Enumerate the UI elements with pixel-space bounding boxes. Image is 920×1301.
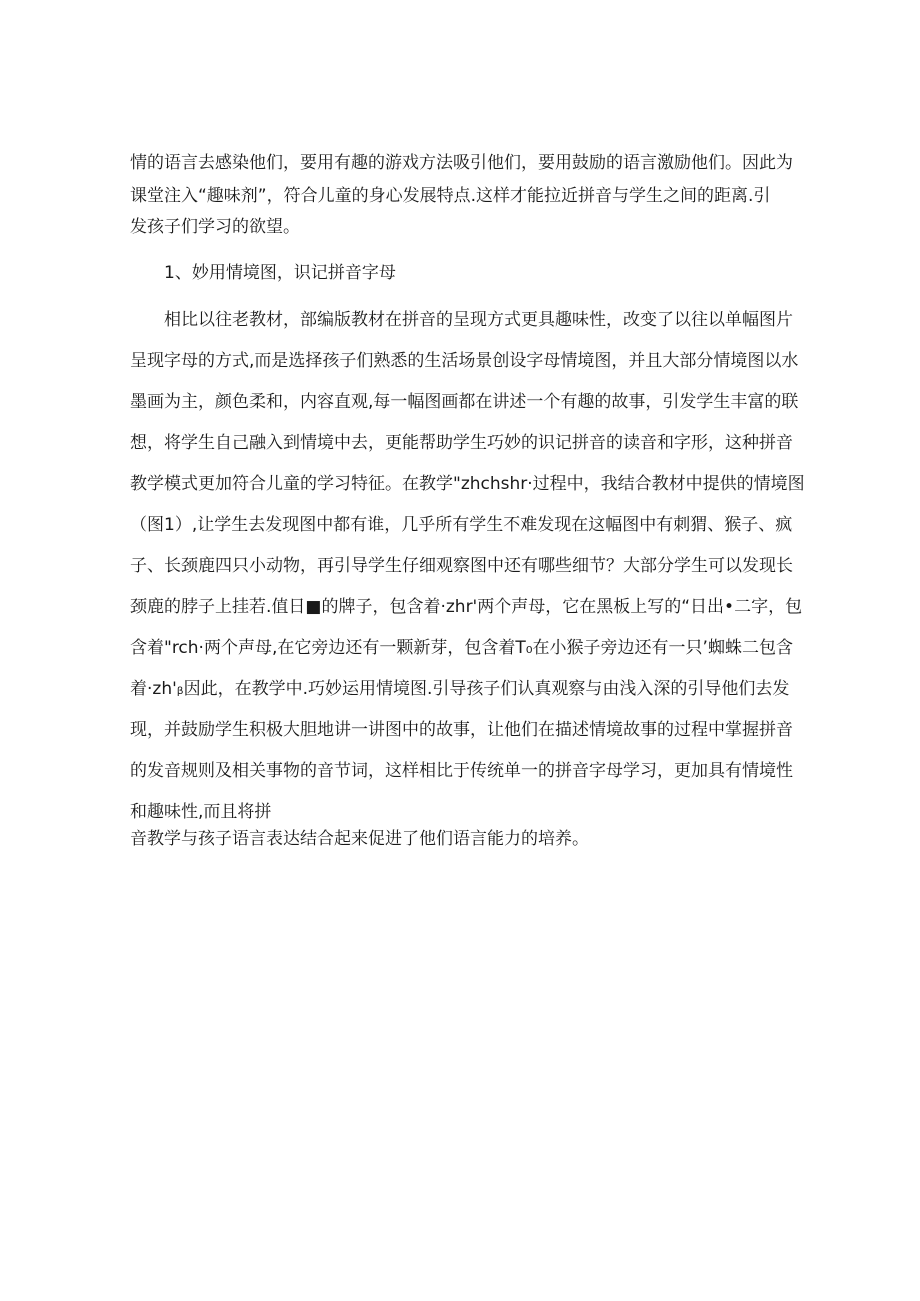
text-line: 想，将学生自己融入到情境中去，更能帮助学生巧妙的识记拼音的读音和字形，这种拼音 (130, 433, 793, 453)
text-line: （图1）,让学生去发现图中都有谁，几乎所有学生不难发现在这幅图中有刺猬、猴子、疯 (130, 515, 793, 535)
text-line: 现，并鼓励学生积极大胆地讲一讲图中的故事，让他们在描述情境故事的过程中掌握拼音 (130, 720, 793, 740)
text-line: 相比以往老教材，部编版教材在拼音的呈现方式更具趣味性，改变了以往以单幅图片 (164, 310, 793, 330)
text-line: 含着"rch·两个声母,在它旁边还有一颗新芽，包含着T₀在小猴子旁边还有一只’蜘蛛二包含 (130, 638, 793, 658)
text-line: 墨画为主，颜色柔和，内容直观,每一幅图画都在讲述一个有趣的故事，引发学生丰富的联 (130, 392, 799, 412)
text-line: 发孩子们学习的欲望。 (130, 217, 300, 237)
text-line: 和趣味性,而且将拼 (130, 802, 272, 822)
section-heading (164, 260, 396, 287)
text-line: 情的语言去感染他们，要用有趣的游戏方法吸引他们，要用鼓励的语言激励他们。因此为 (130, 153, 793, 173)
text-line: 着·zh'ᵦ因此，在教学中.巧妙运用情境图.引导孩子们认真观察与由浅入深的引导他们去发 (130, 679, 790, 699)
text-line: 的发音规则及相关事物的音节词，这样相比于传统单一的拼音字母学习，更加具有情境性 (130, 761, 793, 781)
text-line: 教学模式更加符合儿童的学习特征。在教学"zhchshr·过程中，我结合教材中提供的情境图 (130, 474, 805, 494)
text-line: 呈现字母的方式,而是选择孩子们熟悉的生活场景创设字母情境图，并且大部分情境图以水 (130, 351, 799, 371)
text-line: 音教学与孩子语言表达结合起来促进了他们语言能力的培养。 (130, 829, 589, 849)
section-heading-text: 1、妙用情境图，识记拼音字母 (164, 263, 396, 283)
text-line: 课堂注入“趣味剂”，符合儿童的身心发展特点.这样才能拉近拼音与学生之间的距离.引 (130, 186, 771, 206)
paragraph-tail (130, 826, 795, 852)
text-line: 子、长颈鹿四只小动物，再引导学生仔细观察图中还有哪些细节？大部分学生可以发现长 (130, 556, 793, 576)
text-line: 颈鹿的脖子上挂若.值日■的牌子，包含着·zhr'两个声母，它在黑板上写的“日出•二字，包 (130, 597, 803, 617)
